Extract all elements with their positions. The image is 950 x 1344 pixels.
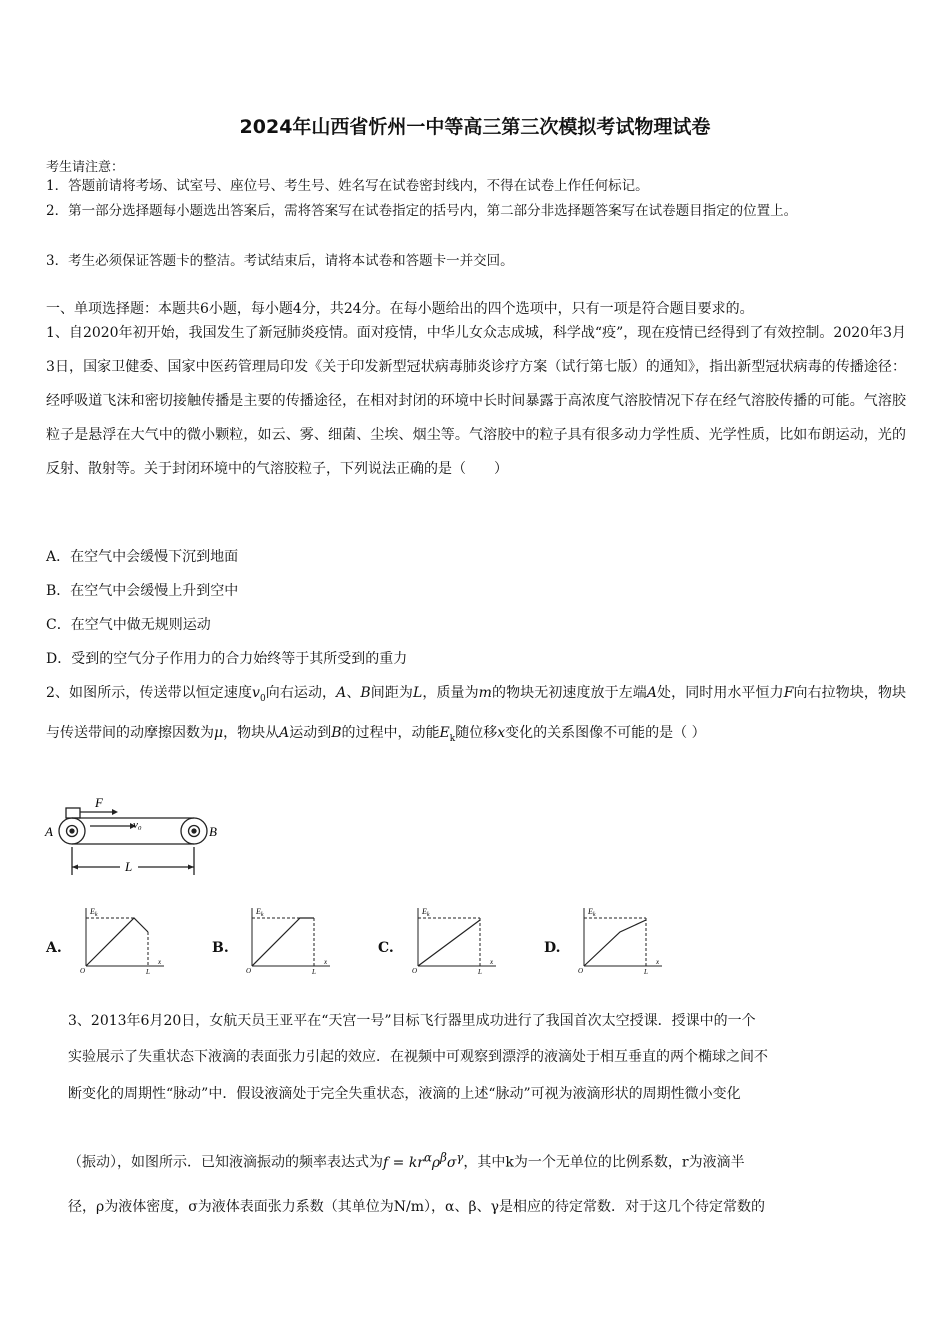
svg-text:O: O <box>412 967 418 975</box>
choice-b-graph <box>238 902 338 977</box>
svg-text:x: x <box>656 958 660 966</box>
choice-c-graph <box>404 902 504 977</box>
question-1-option-c: C．在空气中做无规则运动 <box>46 617 211 633</box>
question-3-line: 断变化的周期性“脉动”中．假设液滴处于完全失重状态，液滴的上述“脉动”可视为液滴形状的周期性微小变化 <box>68 1086 741 1102</box>
point-a-label: A <box>45 824 53 839</box>
svg-text:x: x <box>490 958 494 966</box>
ek-curve <box>418 920 480 966</box>
question-1-option-a: A．在空气中会缓慢下沉到地面 <box>46 549 239 565</box>
question-3-line: 径，ρ为液体密度，σ为液体表面张力系数（其单位为N/m），α、β、γ是相应的待定常数．对于这几个待定常数的 <box>68 1199 765 1215</box>
section-heading: 一、单项选择题：本题共6小题，每小题4分，共24分。在每小题给出的四个选项中，只有一项是符合题目要求的。 <box>46 301 754 317</box>
notice-heading: 考生请注意： <box>46 160 125 175</box>
question-1-option-d: D．受到的空气分子作用力的合力始终等于其所受到的重力 <box>46 651 408 667</box>
svg-text:L: L <box>478 968 482 976</box>
svg-text:O: O <box>80 967 86 975</box>
svg-text:Ek: $E_k$ <box>256 907 264 918</box>
choice-d-label: D. <box>544 940 561 956</box>
frequency-formula: $f = kr^\alpha\rho^\beta\sigma^\gamma$ <box>383 1150 464 1171</box>
choice-c-label: C. <box>378 940 394 956</box>
svg-text:L: L <box>146 968 150 976</box>
force-label: F <box>95 795 103 810</box>
svg-text:Ek: $E_k$ <box>588 907 596 918</box>
point-b-label: B <box>209 824 217 839</box>
svg-text:x: x <box>324 958 328 966</box>
page-title: 2024年山西省忻州一中等高三第三次模拟考试物理试卷 <box>239 116 711 138</box>
conveyor-belt-figure <box>42 795 232 880</box>
notice-item: 2．第一部分选择题每小题选出答案后，需将答案写在试卷指定的括号内，第二部分非选择题答案写在试卷题目指定的位置上。 <box>46 203 798 219</box>
choice-a-label: A. <box>46 940 62 956</box>
question-3-line: 3、2013年6月20日，女航天员王亚平在“天宫一号”目标飞行器里成功进行了我国首次太空授课．授课中的一个 <box>68 1013 756 1029</box>
choice-d-graph <box>570 902 670 977</box>
notice-item: 3．考生必须保证答题卡的整洁。考试结束后，请将本试卷和答题卡一并交回。 <box>46 253 514 269</box>
question-3-line: 实验展示了失重状态下液滴的表面张力引起的效应．在视频中可观察到漂浮的液滴处于相互垂直的两个椭球之间不 <box>68 1049 768 1065</box>
ek-curve <box>584 920 646 966</box>
ek-curve <box>86 918 148 966</box>
question-2-stem: 2、如图所示，传送带以恒定速度$v_0$向右运动，A、B间距为L，质量为m的物块无初速度放于左端A处，同时用水平恒力F向右拉物块，物块与传送带间的动摩擦因数为μ，物块从A运动到B的过程中，动能$E_k$随位移x变化的关系图像不可能的是（ ） <box>46 685 907 744</box>
notice-item: 1．答题前请将考场、试室号、座位号、考生号、姓名写在试卷密封线内，不得在试卷上作任何标记。 <box>46 178 649 194</box>
ek-curve <box>252 918 314 966</box>
velocity-label: v₀ <box>133 819 142 831</box>
choice-b-label: B. <box>212 940 229 956</box>
question-1-stem: 1、自2020年初开始，我国发生了新冠肺炎疫情。面对疫情，中华儿女众志成城，科学战“疫”，现在疫情已经得到了有效控制。2020年3月3日，国家卫健委、国家中医药管理局印发《关于印发新型冠状病毒肺炎诊疗方案（试行第七版）的通知》，指出新型冠状病毒的传播途径：经呼吸道飞沫和密切接触传播是主要的传播途径，在相对封闭的环境中长时间暴露于高浓度气溶胶情况下存在经气溶胶传播的可能。气溶胶粒子是悬浮在大气中的微小颗粒，如云、雾、细菌、尘埃、烟尘等。气溶胶中的粒子具有很多动力学性质、光学性质，比如布朗运动，光的反射、散射等。关于封闭环境中的气溶胶粒子，下列说法正确的是（ ） <box>46 325 906 477</box>
svg-text:x: x <box>158 958 162 966</box>
svg-text:O: O <box>246 967 252 975</box>
length-label: L <box>125 859 133 874</box>
svg-text:Ek: $E_k$ <box>422 907 430 918</box>
question-3-line: （振动），如图所示．已知液滴振动的频率表达式为$f = kr^\alpha\rho^\beta\sigma^\gamma$，其中k为一个无单位的比例系数，r为液滴半 <box>68 1150 745 1171</box>
block <box>66 808 80 818</box>
svg-text:L: L <box>312 968 316 976</box>
svg-text:L: L <box>644 968 648 976</box>
choice-a-graph <box>72 902 172 977</box>
svg-text:Ek: $E_k$ <box>90 907 98 918</box>
svg-text:O: O <box>578 967 584 975</box>
question-1-option-b: B．在空气中会缓慢上升到空中 <box>46 583 239 599</box>
